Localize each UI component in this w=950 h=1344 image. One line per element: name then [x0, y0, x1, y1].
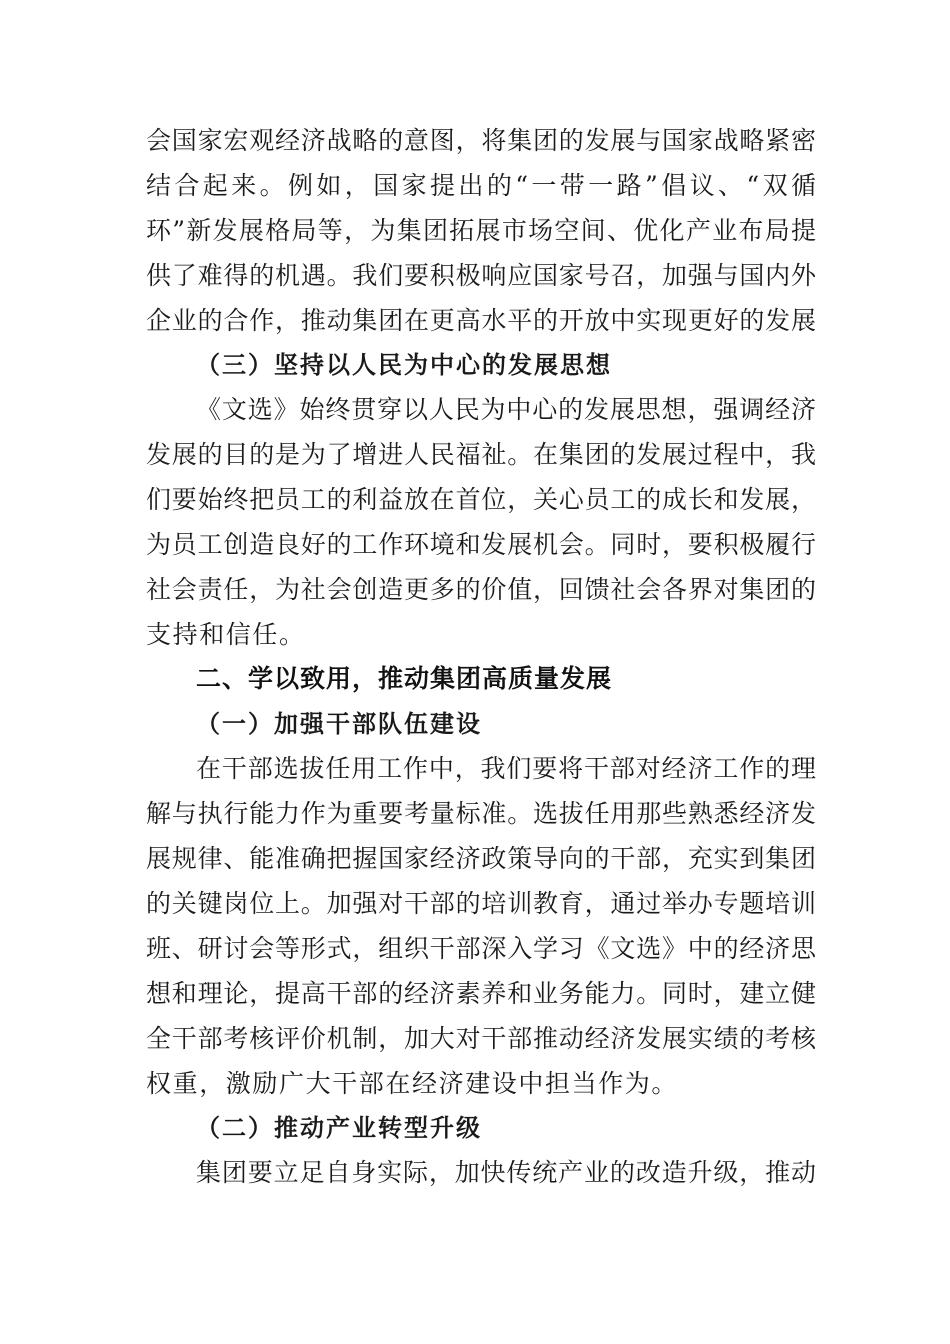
paragraph-line: 《文选》始终贯穿以人民为中心的发展思想，强调经济 — [196, 395, 816, 424]
section-heading: （一）加强干部队伍建设 — [196, 709, 482, 738]
paragraph-line: 们要始终把员工的利益放在首位，关心员工的成长和发展， — [146, 485, 816, 514]
paragraph-line: 想和理论，提高干部的经济素养和业务能力。同时，建立健 — [146, 979, 816, 1008]
paragraph-line: 的关键岗位上。加强对干部的培训教育，通过举办专题培训 — [146, 889, 816, 918]
section-heading: （二）推动产业转型升级 — [196, 1113, 482, 1142]
paragraph-line: 供了难得的机遇。我们要积极响应国家号召，加强与国内外 — [146, 261, 816, 290]
paragraph-line: 结合起来。例如，国家提出的“一带一路”倡议、“双循 — [146, 171, 816, 200]
paragraph-line: 企业的合作，推动集团在更高水平的开放中实现更好的发展 — [146, 306, 816, 335]
paragraph-line: 发展的目的是为了增进人民福祉。在集团的发展过程中，我 — [146, 440, 816, 469]
paragraph-line: 集团要立足自身实际，加快传统产业的改造升级，推动 — [196, 1158, 816, 1187]
paragraph-line: 全干部考核评价机制，加大对干部推动经济发展实绩的考核 — [146, 1024, 816, 1053]
paragraph-line: 展规律、能准确把握国家经济政策导向的干部，充实到集团 — [146, 844, 816, 873]
paragraph-line: 在干部选拔任用工作中，我们要将干部对经济工作的理 — [196, 754, 816, 783]
paragraph-line: 权重，激励广大干部在经济建设中担当作为。 — [146, 1069, 679, 1098]
paragraph-line: 为员工创造良好的工作环境和发展机会。同时，要积极履行 — [146, 530, 816, 559]
paragraph-line: 会国家宏观经济战略的意图，将集团的发展与国家战略紧密 — [146, 126, 816, 155]
paragraph-line: 解与执行能力作为重要考量标准。选拔任用那些熟悉经济发 — [146, 799, 816, 828]
paragraph-line: 支持和信任。 — [146, 620, 306, 649]
part-heading: 二、学以致用，推动集团高质量发展 — [196, 664, 613, 693]
section-heading: （三）坚持以人民为中心的发展思想 — [196, 350, 612, 379]
paragraph-line: 社会责任，为社会创造更多的价值，回馈社会各界对集团的 — [146, 575, 816, 604]
paragraph-line: 环”新发展格局等，为集团拓展市场空间、优化产业布局提 — [146, 216, 816, 245]
paragraph-line: 班、研讨会等形式，组织干部深入学习《文选》中的经济思 — [146, 934, 816, 963]
